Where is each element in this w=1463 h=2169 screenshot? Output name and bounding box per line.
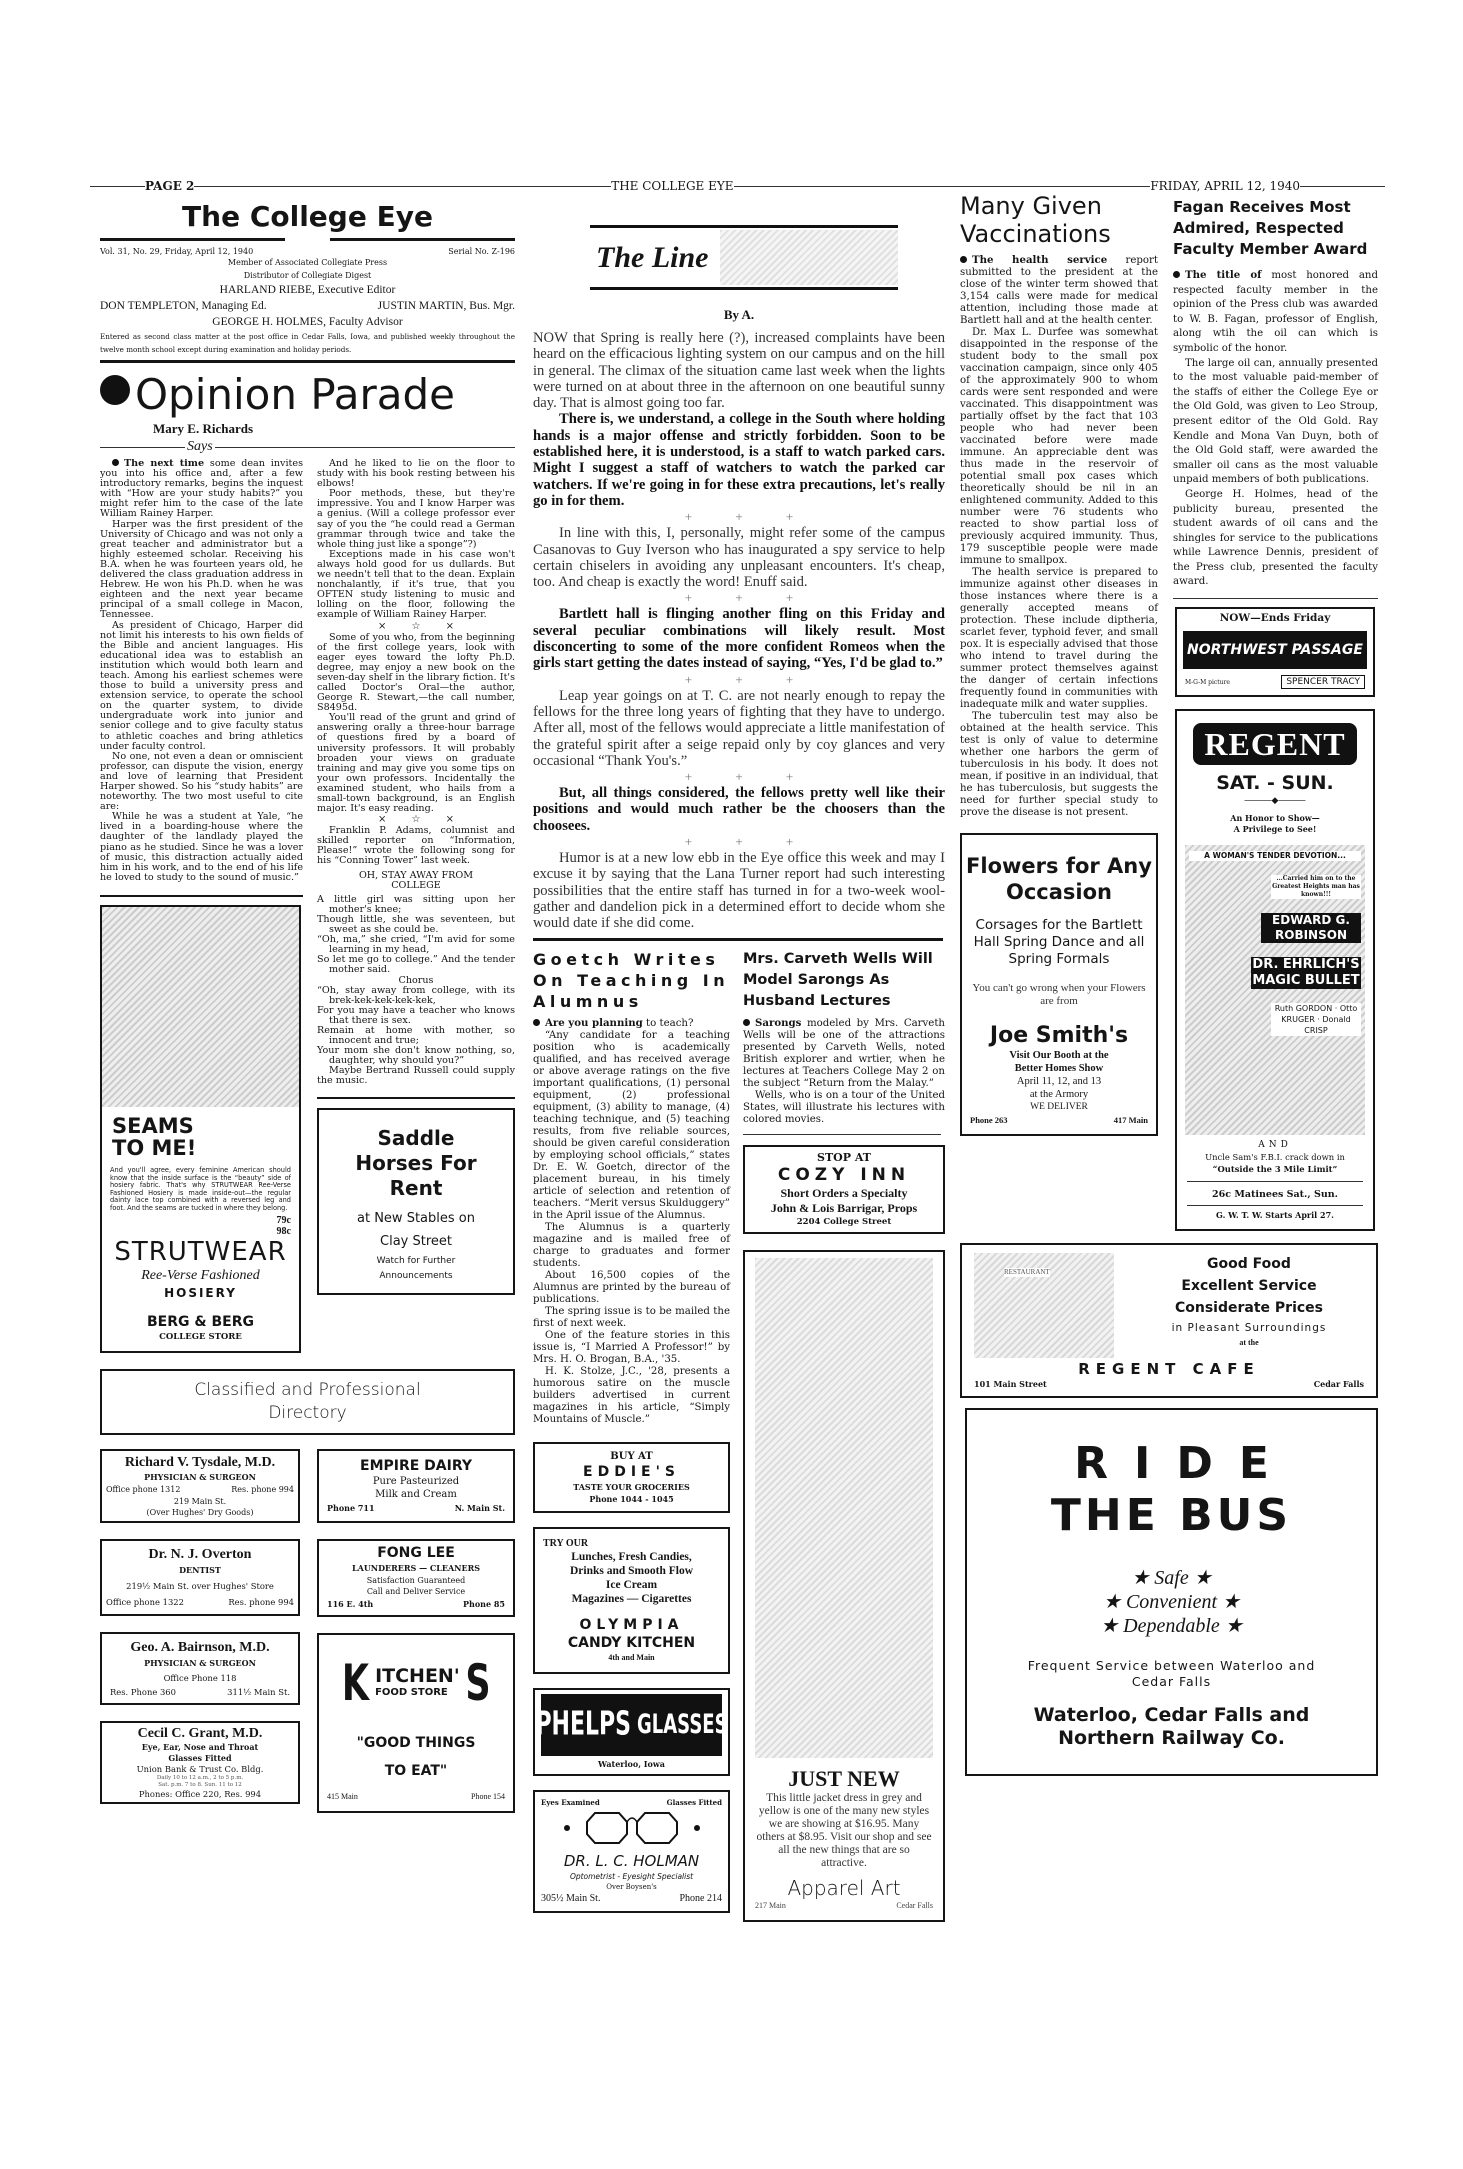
entry-notice: Entered as second class matter at the post office in Cedar Falls, Iowa, and published weekly throughout the twelve month school except during examination and holiday periods. — [100, 332, 515, 354]
business-name: EMPIRE DAIRY — [360, 1457, 472, 1474]
ad-line: AND — [1258, 1140, 1292, 1151]
ad-line: in Pleasant Surroundings — [1171, 1322, 1327, 1335]
price: 98c — [276, 1225, 291, 1237]
city: Cedar Falls — [1313, 1379, 1364, 1390]
restaurant-illustration — [974, 1253, 1114, 1358]
ad-line: Corsages for the Bartlett Hall Spring Dance and all Spring Formals — [973, 917, 1145, 967]
ad-line: NOW—Ends Friday — [1219, 612, 1331, 625]
paragraph: No one, not even a dean or omniscient professor, can dispute the vision, energy and love of learning that President Harper showed. So his “study habits” are noteworthy. The two most useful to cite are: — [100, 750, 303, 813]
poem-line: Remain at home with mother, so innocent and true; — [317, 1024, 515, 1047]
bullet-icon — [743, 1019, 750, 1026]
fagan-headline: Fagan Receives Most Admired, Respected Faculty Member Award — [1173, 198, 1368, 258]
theatre-logo: REGENT — [1193, 723, 1357, 765]
paragraph: report submitted to the president at the close of the winter term showed that 3,154 calls were made for medical attention, including those made at Bartlett hall and at the health center. — [960, 255, 1158, 326]
doctor-name: DR. L. C. HOLMAN — [563, 1851, 700, 1870]
strutwear-ad — [100, 905, 301, 1353]
paragraph: As president of Chicago, Harper did not limit his interests to his own fields of the Bible and ancient languages. His educational idea was to establish an institution which would both learn and teach. Among his earliest schemes were those to build a university press and extension service, to operate the school on the quarter system, to divide undergraduate work into junior and senior college and to give faculty status to athletic coaches and bring athletics under faculty control. — [100, 619, 303, 752]
chorus-label: Chorus — [398, 974, 434, 986]
column-author: Mary E. Richards — [153, 421, 254, 436]
poem-line: Though little, she was seventeen, but sweet as she could be. — [317, 913, 515, 936]
faculty-advisor: GEORGE H. HOLMES, Faculty Advisor — [212, 316, 403, 328]
ad-headline: Saddle Horses For Rent — [355, 1125, 477, 1200]
ad-line: Excellent Service — [1181, 1278, 1317, 1295]
office-phone: Office phone 1322 — [106, 1596, 184, 1607]
address: 311½ Main St. — [227, 1686, 290, 1697]
office-hours: Daily 10 to 12 a.m., 2 to 5 p.m. — [156, 1774, 244, 1781]
says-label: Says — [187, 439, 213, 454]
business-name: CANDY KITCHEN — [567, 1634, 696, 1651]
brand-logo: STRUTWEAR — [114, 1236, 287, 1267]
star-icon: ★ — [1222, 1591, 1240, 1614]
address: 219½ Main St. over Hughes' Store — [126, 1580, 274, 1591]
northwest-passage-ad — [1175, 607, 1375, 697]
ad-line: You can't go wrong when your Flowers are from — [972, 982, 1146, 1007]
distributor-line: Distributor of Collegiate Digest — [243, 271, 372, 280]
film-title: NORTHWEST PASSAGE — [1187, 642, 1363, 659]
ad-line: “Outside the 3 Mile Limit” — [1212, 1164, 1338, 1175]
ad-line: John & Lois Barrigar, Props — [770, 1200, 918, 1215]
ad-line: April 11, 12, and 13 — [1016, 1076, 1102, 1087]
ad-line: Good Food — [1207, 1256, 1291, 1273]
paragraph: You'll read of the grunt and grind of answering orally a three-hour barrage of questions fired by a board of university professors. It will probably broaden your views on graduate training and may give you some tips on your own professors. Incidentally the examined student, who hails from a small-town background, is an English major. It's easy reading. — [317, 712, 515, 815]
ad-headline: SEAMS TO ME! — [112, 1113, 197, 1160]
eddies-ad — [533, 1442, 730, 1513]
divider — [533, 938, 943, 941]
business-manager: JUSTIN MARTIN, Bus. Mgr. — [377, 300, 515, 312]
address: 4th and Main — [608, 1652, 655, 1662]
studio: M-G-M picture — [1185, 678, 1230, 686]
paragraph: The health service is prepared to immunize against other diseases in those instances where there is a generally accepted means of protection. These include diptheria, scarlet fever, typhoid fever, and small pox. It is especially advised that those who intend to travel during the summer protect themselves against the danger of certain infections frequently found in communities with inadequate milk and water supplies. — [960, 567, 1158, 710]
feature-safe — [967, 1566, 1376, 1590]
ad-headline: RIDE — [1074, 1438, 1295, 1490]
price: 79c — [276, 1214, 291, 1226]
office-phone: Office phone 1312 — [106, 1484, 181, 1494]
ad-line: Uncle Sam's F.B.I. crack down in — [1205, 1152, 1345, 1163]
ad-line: Visit Our Booth at the — [1009, 1050, 1109, 1061]
film-poster — [1185, 845, 1365, 1135]
paragraph: Maybe Bertrand Russell could supply the music. — [317, 1065, 515, 1087]
paragraph: The tuberculin test may also be obtained at the health service. This test is only of value to determine whether one harbors the germ of tuberculosis in his body. It does not mean, if positive in an individual, that he has tuberculosis, but suggests the need for further special study to prove the disease is not present. — [960, 711, 1158, 818]
divider — [317, 1097, 515, 1099]
company-name: Waterloo, Cedar Falls and Northern Railway Co. — [1033, 1704, 1310, 1750]
star-icon: ★ — [1100, 1615, 1119, 1638]
business-name: COZY INN — [777, 1164, 911, 1185]
doctor-role: Optometrist - Eyesight Specialist — [569, 1871, 694, 1881]
ad-line: at the Armory — [1029, 1089, 1089, 1100]
doctor-role: PHYSICIAN & SURGEON — [144, 1657, 256, 1668]
address: N. Main St. — [454, 1502, 505, 1513]
eyeglasses-icon — [547, 1808, 717, 1848]
regent-theatre-ad — [1175, 709, 1375, 1231]
separator: + + + — [684, 834, 794, 850]
city: Cedar Falls — [896, 1900, 933, 1910]
slogan: "GOOD THINGS — [356, 1734, 476, 1751]
phelps-logo — [535, 1694, 728, 1756]
page-number: PAGE 2 — [145, 179, 195, 193]
ad-line: Ice Cream — [605, 1578, 658, 1591]
ad-copy: And you'll agree, every feminine American should know that the inside surface is the “beauty” side of hosiery fabric. That's why STRUTWEAR Ree-Verse Fashioned Hosiery is made inside-out—the regular dainty lace top combined with a reversed leg and foot. And the seams are tucked in where they belong. — [110, 1165, 291, 1212]
lead-in: Are you planning — [545, 1016, 643, 1029]
separator: × ☆ × — [377, 814, 455, 826]
ad-line: Lunches, Fresh Candies, — [571, 1550, 692, 1563]
folio-paper: THE COLLEGE EYE — [611, 179, 734, 193]
poem — [317, 895, 515, 1067]
paragraph: Franklin P. Adams, columnist and skilled reporter on “Information, Please!” wrote the following song for his “Conning Tower” last week. — [317, 825, 515, 867]
paragraph: “Any candidate for a teaching position who is academically qualified, and has received average or above average ratings on the five important qualifications, (1) personal equipment, (2) professional equipment, (3) ability to manage, (4) teaching technique, and (5) teaching results, from five reliable sources, should be given careful consideration by employing school officials,” states Dr. E. W. Goetch, director of the placement bureau, in his timely article of selection and retention of teachers. “Merit versus Skulduggery” in the April issue of the Alumnus. — [533, 1029, 730, 1221]
folio-date: FRIDAY, APRIL 12, 1940 — [1150, 179, 1301, 193]
ad-line: at New Stables on — [357, 1210, 475, 1226]
poster-star: EDWARD G. ROBINSON — [1261, 913, 1361, 943]
address: 415 Main — [327, 1791, 358, 1801]
column-logo: The Line — [596, 240, 709, 274]
ad-line: An Honor to Show— — [1230, 813, 1320, 824]
film-star: SPENCER TRACY — [1281, 675, 1365, 689]
matinee-prices: 26c Matinees Sat., Sun. — [1212, 1189, 1338, 1201]
paragraph: In line with this, I, personally, might refer some of the campus Casanovas to Guy Iverson who has inaugurated a spy service to help certain chiselers in avoiding any unpleasant encounters. It's cheap, too. And cheap is exactly the word! Enuff said. — [533, 525, 945, 591]
brand-sub: HOSIERY — [164, 1285, 237, 1300]
ad-copy: This little jacket dress in grey and yellow is one of the many new styles we are showing at $16.95. Many others at $8.95. Visit our shop and see all the new things that are so attractive. — [756, 1791, 932, 1869]
address: 217 Main — [755, 1900, 786, 1910]
city: Waterloo, Iowa — [598, 1758, 665, 1769]
paragraph: H. K. Stolze, J.C., '28, presents a humorous satire on the muscle builders advertised in current magazines in his article, “Simply Mountains of Muscle.” — [533, 1365, 730, 1425]
bullet-icon — [960, 256, 967, 263]
paragraph: The large oil can, annually presented to the most valuable paid-member of the staffs of either the College Eye or the Old Gold, was given to Leo Stroup, present editor of the Old Gold. Ray Kendle and Mona Van Duyn, both of the Old Gold staff, were awarded the smaller oil cans as the most valuable unpaid members of both publications. — [1173, 357, 1378, 486]
film-banner — [1183, 631, 1367, 669]
address: 305½ Main St. — [541, 1892, 601, 1904]
address: 417 Main — [1113, 1115, 1148, 1125]
address: 2204 College Street — [796, 1216, 892, 1227]
poster-tagline: A WOMAN'S TENDER DEVOTION... — [1189, 851, 1361, 861]
paragraph: Humor is at a new low ebb in the Eye office this week and may I excuse it by saying that the Lana Turner report had such interesting possibilities that the entire staff has turned in for a two-week wool-gather and dandelion pick in a determined effort to decide whom she would date if she did come. — [533, 850, 945, 932]
paragraph: George H. Holmes, head of the publicity bureau, presented the student awards of oil cans and the shingles for service to the publications while Lawrence Dennis, president of the Press club, presented the faculty award. — [1173, 488, 1378, 588]
logo-letter: S — [465, 1653, 491, 1712]
paragraph: Dr. Max L. Durfee was somewhat disappointed in the response of the student body to the small pox vaccination campaign, since only 405 of the approximately 900 to whom cards were sent responded and were vaccinated. This disappointment was partially offset by the fact that 103 people who had never been vaccinated before were made immune. An appreciable dent was thus made in the reservoir of potential small pox cases which theoretically should be nil in an enlightened community. Added to this number were 76 students who reacted to show partial loss of previously acquired immunity. Thus, 179 susceptible people were made immune to smallpox. — [960, 327, 1158, 566]
separator: + + + — [684, 509, 794, 525]
ad-line: STOP AT — [817, 1150, 871, 1164]
paragraph: Harper was the first president of the University of Chicago and was not only a great teacher and administrator but a highly esteemed scholar. Receiving his B.A. when he was fourteen years old, he delivered the class graduation address in Hebrew. He won his Ph.D. when he was eighteen and the next year became principal of a small college in Macon, Tennessee. — [100, 518, 303, 621]
star-icon: ★ — [1103, 1591, 1121, 1614]
ad-line: Considerate Prices — [1174, 1300, 1323, 1317]
holman-ad — [533, 1790, 730, 1913]
ad-line: TASTE YOUR GROCERIES — [573, 1481, 690, 1492]
member-line: Member of Associated Collegiate Press — [227, 258, 388, 267]
phone: Phone 711 — [327, 1502, 375, 1513]
ad-line: at the — [1239, 1338, 1259, 1348]
address-note: (Over Hughes' Dry Goods) — [146, 1507, 254, 1517]
empire-dairy-ad — [317, 1449, 515, 1523]
doctor-role: DENTIST — [179, 1564, 221, 1575]
carveth-headline: Mrs. Carveth Wells Will Model Sarongs As Husband Lectures — [743, 950, 933, 1009]
address: 101 Main Street — [974, 1379, 1047, 1390]
poem-line: For you may have a teacher who knows that there is sex. — [317, 1004, 515, 1026]
opinion-parade-title — [100, 369, 515, 421]
star-icon: ★ — [1193, 1567, 1212, 1590]
ad-headline: THE BUS — [1050, 1490, 1293, 1542]
masthead-title: The College Eye — [182, 200, 433, 233]
fagan-body — [1173, 268, 1378, 590]
poem-title: OH, STAY AWAY FROM COLLEGE — [358, 869, 474, 891]
logo-sub: FOOD STORE — [375, 1686, 448, 1698]
phone: Phone 154 — [471, 1791, 505, 1801]
poster-tagline: ...Carried him on to the Greatest Heights man has known!!! — [1272, 875, 1360, 899]
opinion-col-b — [317, 459, 515, 1087]
business-name: EDDIE'S — [583, 1463, 680, 1480]
saddle-horses-ad — [317, 1108, 515, 1295]
paragraph: most honored and respected faculty member in the opinion of the Press club was awarded to W. B. Fagan, professor of English, along wtih the oil can which is symbolic of the honor. — [1173, 270, 1378, 354]
poem-line: Your mom she don't know nothing, so, daughter, why should you?” — [317, 1045, 515, 1067]
bullet-icon — [100, 375, 130, 405]
show-days: SAT. - SUN. — [1216, 772, 1334, 795]
store-name: Apparel Art — [787, 1875, 901, 1900]
apparel-art-ad — [743, 1250, 945, 1922]
separator: + + + — [684, 590, 794, 606]
directory-title: Classified and Professional Directory — [194, 1379, 421, 1423]
says-rule — [100, 439, 515, 455]
ad-line: Glasses Fitted — [666, 1797, 722, 1807]
ad-line: Drinks and Smooth Flow — [569, 1564, 693, 1577]
left-section — [100, 198, 515, 1813]
clothesline-illustration — [720, 230, 898, 285]
paragraph: modeled by Mrs. Carveth Wells will be one of the attractions presented by Carveth Wells, noted British explorer and wrtier, when he lectures at Teachers College May 2 on the subject “Return from the Malay.” — [743, 1017, 945, 1089]
store-name: Joe Smith's — [989, 1023, 1129, 1048]
res-phone: Res. phone 994 — [231, 1484, 294, 1494]
logo-letter: K — [342, 1653, 370, 1712]
bairnson-ad — [100, 1632, 300, 1705]
ad-headline: Flowers for Any Occasion — [966, 854, 1152, 904]
tysdale-ad — [100, 1449, 300, 1523]
paragraph: The Alumnus is a quarterly magazine and is mailed free of charge to graduates and former students. — [533, 1221, 730, 1269]
the-line-header — [590, 225, 898, 290]
goetch-body — [533, 1017, 730, 1426]
feature-convenient — [967, 1590, 1376, 1614]
opinion-col-a — [100, 459, 303, 883]
star-icon: ★ — [1224, 1615, 1243, 1638]
restaurant-sign: RESTAURANT — [1004, 1268, 1050, 1277]
store-sub: COLLEGE STORE — [159, 1331, 242, 1342]
phelps-glasses-ad — [533, 1688, 730, 1776]
bullet-icon — [533, 1019, 540, 1026]
phone: Phone 85 — [463, 1598, 505, 1609]
carveth-body — [743, 1017, 945, 1126]
address: 116 E. 4th — [327, 1598, 374, 1609]
paragraph: Bartlett hall is flinging another fling on this Friday and several peculiar combinations will likely result. Most disconcerting to some of the more confident Romeos when the girls start getting the dates instead of saying, “Yes, I'd be glad to.” — [533, 606, 945, 672]
regent-cafe-ad — [960, 1243, 1378, 1398]
service-line: Frequent Service between Waterloo and Cedar Falls — [1027, 1658, 1316, 1690]
logo-word: PHELPS — [535, 1705, 631, 1744]
lead-in: The health service — [972, 254, 1108, 266]
ad-line: TRY OUR — [543, 1537, 589, 1549]
business-name: REGENT CAFE — [1078, 1360, 1260, 1379]
address-note: Over Boysen's — [606, 1882, 657, 1891]
bullet-icon — [1173, 271, 1180, 278]
vaccinations-body — [960, 254, 1158, 819]
serial-number: Serial No. Z-196 — [448, 247, 515, 256]
ad-line: BUY AT — [610, 1450, 653, 1462]
ad-line: Pure Pasteurized — [372, 1475, 460, 1487]
vaccinations-headline: Many Given Vaccinations — [960, 192, 1111, 248]
ad-line: Announcements — [379, 1270, 453, 1281]
paragraph: Wells, who is on a tour of the United States, will illustrate his lectures with colored movies. — [743, 1089, 945, 1125]
address: 219 Main St. — [173, 1496, 227, 1506]
executive-editor: HARLAND RIEBE, Executive Editor — [219, 284, 396, 296]
ad-line: LAUNDERERS — CLEANERS — [351, 1562, 481, 1573]
paragraph: And he liked to lie on the floor to study with his book resting between his elbows! — [317, 458, 515, 490]
ad-line: Better Homes Show — [1014, 1063, 1104, 1074]
brand-script: Ree-Verse Fashioned — [141, 1267, 260, 1283]
flowers-ad — [960, 833, 1158, 1136]
fong-lee-ad — [317, 1539, 515, 1617]
doctor-role: Eye, Ear, Nose and Throat — [141, 1741, 259, 1752]
poster-title: DR. EHRLICH'S MAGIC BULLET — [1252, 957, 1360, 989]
doctor-sub: Glasses Fitted — [168, 1752, 232, 1763]
bullet-icon — [112, 459, 119, 466]
slogan: TO EAT" — [384, 1762, 448, 1779]
poster-cast: Ruth GORDON · Otto KRUGER · Donald CRISP — [1271, 1003, 1361, 1036]
res-phone: Res. phone 994 — [228, 1596, 294, 1607]
ad-line: WE DELIVER — [1030, 1102, 1088, 1112]
ad-line: Magazines — Cigarettes — [571, 1592, 692, 1605]
diamond-divider: ―――◆――― — [1244, 796, 1306, 807]
paragraph: to teach? — [646, 1017, 694, 1029]
managing-editor: DON TEMPLETON, Managing Ed. — [100, 300, 267, 312]
ad-line: Milk and Cream — [375, 1488, 457, 1500]
ad-line: Satisfaction Guaranteed — [366, 1575, 466, 1585]
star-icon: ★ — [1131, 1567, 1150, 1590]
paragraph: One of the feature stories in this issue is, “I Married A Professor!” by Mrs. H. O. Brogan, B.A., '35. — [533, 1329, 730, 1365]
phone: Phone 1044 - 1045 — [589, 1493, 674, 1504]
ad-line: Clay Street — [380, 1233, 452, 1249]
ride-the-bus-ad — [965, 1408, 1378, 1776]
paragraph: Some of you who, from the beginning of the first college years, look with eager eyes toward the lofty Ph.D. degree, may enjoy a new book on the seven-day shelf in the library fiction. It's called Doctor's Oral—the author, George R. Stewart,—the call number, S8495d. — [317, 631, 515, 714]
poem-line: “Oh, stay away from college, with its brek-kek-kek-kek-kek, — [317, 984, 515, 1006]
phone: Phone 263 — [970, 1115, 1008, 1125]
divider — [100, 895, 303, 897]
doctor-name: Cecil C. Grant, M.D. — [137, 1725, 263, 1741]
paragraph: There is, we understand, a college in the South where holding hands is a major offense and strictly forbidden. Soon to be established here, it is understood, is a staff to watch parked cars. Might I suggest a staff of watchers to watch the parked car watchers. If we're going in for these extra precautions, let's really go in for them. — [533, 411, 945, 509]
logo-word: GLASSES — [637, 1708, 728, 1741]
poem-line: So let me go to college.” And the tender mother said. — [317, 954, 515, 976]
paragraph: While he was a student at Yale, “he lived in a boarding-house where the daughter of the landlady played the piano as he studied. Since he was a lover of music, this distraction actually aided him in his work, and to the end of his life he loved to study to the sound of music.” — [100, 811, 303, 883]
separator: + + + — [684, 769, 794, 785]
phone: Phone 214 — [679, 1892, 722, 1904]
lead-in: Sarongs — [755, 1016, 802, 1029]
paragraph: Poor methods, these, but they're impressive. You and I know Harper was a genius. (Will a college professor ever say of you the “he could read a German grammar through twice and take the whole thing just like a sponge”?) — [317, 488, 515, 550]
poem-line: A little girl was sitting upon her mother's knee; — [317, 893, 515, 915]
divider — [743, 1134, 941, 1135]
cozy-inn-ad — [743, 1145, 945, 1234]
res-phone: Res. Phone 360 — [110, 1686, 176, 1697]
office-hours: Sat. p.m. 7 to 8. Sun. 11 to 12 — [158, 1781, 242, 1788]
hosiery-illustration — [102, 907, 299, 1107]
kitchens-ad — [317, 1633, 515, 1813]
overton-ad — [100, 1539, 300, 1616]
ad-line: Short Orders a Specialty — [780, 1185, 908, 1200]
doctor-name: Dr. N. J. Overton — [148, 1546, 252, 1562]
coming-soon: G. W. T. W. Starts April 27. — [1216, 1210, 1334, 1221]
feature-label: Safe — [1154, 1567, 1189, 1590]
feature-label: Dependable — [1123, 1615, 1220, 1638]
separator: + + + — [684, 671, 794, 687]
column-title: Opinion Parade — [135, 370, 456, 419]
separator: × ☆ × — [377, 620, 455, 632]
paragraph: NOW that Spring is really here (?), increased complaints have been heard on the efficacious lighting system on our campus and on the hill in general. The climax of the situation came last week when the lights were turned on at about three in the afternoon on one beautiful sunny day. That is almost going too far. — [533, 330, 945, 412]
feature-label: Convenient — [1125, 1591, 1218, 1614]
business-name: OLYMPIA — [579, 1616, 684, 1633]
jacket-dress-illustration — [755, 1258, 933, 1758]
divider — [1173, 598, 1378, 599]
volume-info: Vol. 31, No. 29, Friday, April 12, 1940 — [100, 247, 254, 256]
office-phone: Office Phone 118 — [163, 1672, 237, 1683]
paragraph: About 16,500 copies of the Alumnus are printed by the bureau of publications. — [533, 1269, 730, 1305]
business-name: FONG LEE — [377, 1544, 455, 1561]
paragraph: But, all things considered, the fellows pretty well like their positions and would much rather be the choosers than the choosees. — [533, 785, 945, 834]
address: Union Bank & Trust Co. Bldg. — [136, 1763, 264, 1774]
ad-line: Watch for Further — [376, 1255, 456, 1266]
phones: Phones: Office 220, Res. 994 — [138, 1788, 262, 1799]
middle-section — [533, 225, 945, 1922]
directory-header — [100, 1369, 515, 1435]
paragraph: The spring issue is to be mailed the first of next week. — [533, 1305, 730, 1329]
ad-line: A Privilege to See! — [1233, 824, 1317, 835]
ad-line: Call and Deliver Service — [366, 1586, 466, 1596]
paragraph: Exceptions made in his case won't always hold good for us dullards. But we needn't tell that to the dean. Explain nonchalantly, if it's true, that you OFTEN study listening to music and lolling on the floor, following the example of William Rainey Harper. — [317, 548, 515, 621]
byline: By A. — [723, 307, 755, 322]
ad-line: Eyes Examined — [541, 1797, 600, 1807]
goetch-headline: Goetch Writes On Teaching In Alumnus — [533, 949, 730, 1011]
right-section — [960, 192, 1378, 1776]
poem-line: “Oh, ma,” she cried, “I'm avid for some learning in my head, — [317, 934, 515, 956]
feature-dependable — [967, 1614, 1376, 1638]
logo-word: ITCHEN' — [375, 1664, 460, 1687]
the-line-body — [533, 330, 945, 932]
paragraph: Leap year goings on at T. C. are not nearly enough to repay the fellows for the three long years of fighting that they have to undergo. After all, most of the fellows would appreciate a little manifestation of the grateful spirit after a seige repaid only by coy glances and very occasional “Thank You's.” — [533, 687, 945, 769]
doctor-name: Geo. A. Bairnson, M.D. — [130, 1639, 270, 1655]
ad-headline: JUST NEW — [788, 1765, 900, 1791]
paragraph: some dean invites you into his office and, after a few introductory remarks, begins the inquest with “How are your study habits?” you might refer him to the case of the late William Rainey Harper. — [100, 458, 303, 520]
masthead — [100, 198, 515, 363]
olympia-ad — [533, 1527, 730, 1674]
lead-in: The title of — [1185, 269, 1262, 281]
grant-ad — [100, 1721, 300, 1804]
store-name: BERG & BERG — [147, 1313, 254, 1330]
doctor-name: Richard V. Tysdale, M.D. — [124, 1454, 276, 1470]
lead-in: The next time — [124, 458, 205, 469]
doctor-role: PHYSICIAN & SURGEON — [144, 1471, 256, 1482]
